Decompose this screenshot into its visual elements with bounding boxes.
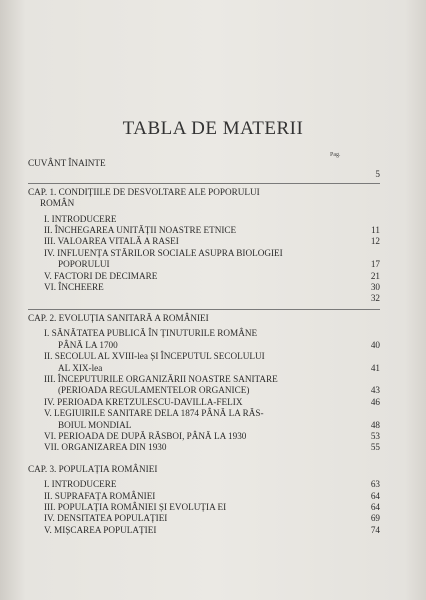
toc-entry-title: II. SUPRAFAȚA ROMÂNIEI — [44, 490, 156, 501]
toc-entry-title: II. SECOLUL AL XVIII-lea ȘI ÎNCEPUTUL SECOLULUI — [44, 351, 265, 362]
toc-entry-title: IV. DENSITATEA POPULAȚIEI — [44, 513, 168, 524]
toc-entry-title: VI. ÎNCHEERE — [44, 282, 104, 293]
toc-entry-page: 21 — [370, 270, 380, 281]
toc-preface-page-line — [28, 169, 380, 180]
toc-entry-title: I. INTRODUCERE — [44, 213, 117, 224]
toc-entry-title: I. SĂNĂTATEA PUBLICĂ ÎN ȚINUTURILE ROMÂNE — [44, 328, 258, 339]
toc-entry — [28, 248, 380, 271]
toc-entry-title: PÂNĂ LA 1700 — [58, 339, 118, 350]
toc-entry-page: 64 — [370, 490, 380, 501]
toc-chapter-heading: CAP. 1. CONDIȚIILE DE DESVOLTARE ALE POPORULUI — [28, 186, 260, 197]
toc-entry-page: 11 — [371, 225, 380, 236]
toc-entry — [28, 225, 380, 236]
toc-chapter — [28, 187, 380, 305]
toc-entry-title: V. FACTORI DE DECIMARE — [44, 270, 158, 281]
toc-entry-page: 64 — [370, 501, 380, 512]
toc-entry — [28, 431, 380, 442]
toc-entry — [28, 502, 380, 513]
toc-entry-page: 55 — [370, 442, 380, 453]
toc-entry-title: IV. INFLUENȚA STĂRILOR SOCIALE ASUPRA BIOLOGIEI — [44, 247, 283, 258]
toc-chapter-heading: ROMÂN — [40, 198, 75, 209]
toc-entry-title: AL XIX-lea — [58, 362, 103, 373]
toc-entry-page: 40 — [370, 339, 380, 350]
toc-entry-page: 41 — [370, 362, 380, 373]
toc-preface — [28, 158, 380, 169]
toc-entry-title: BOIUL MONDIAL — [58, 419, 132, 430]
toc-entry — [28, 442, 380, 453]
toc-preface-page: 5 — [375, 169, 380, 180]
toc-entry-title: (PERIOADA REGULAMENTELOR ORGANICE) — [58, 385, 250, 396]
toc-entry-page: 46 — [370, 396, 380, 407]
toc-entry-page: 17 — [370, 259, 380, 270]
page-column-label: Pag. — [330, 152, 341, 158]
toc-entry — [28, 328, 380, 351]
toc-entry-page: 48 — [370, 419, 380, 430]
toc-entry-title: III. POPULAȚIA ROMÂNIEI ȘI EVOLUȚIA EI — [44, 501, 227, 512]
toc-entry — [28, 351, 380, 374]
toc-entry — [28, 282, 380, 293]
toc-entry — [28, 374, 380, 397]
toc-entry — [28, 214, 380, 225]
toc-entry — [28, 525, 380, 536]
toc-chapter-heading: CAP. 2. EVOLUȚIA SANITARĂ A ROMÂNIEI — [28, 312, 209, 323]
toc-entry-page: 63 — [370, 479, 380, 490]
toc-entry — [28, 479, 380, 490]
toc-preface-label: CUVÂNT ÎNAINTE — [28, 158, 106, 168]
toc-entry-title: VI. PERIOADA DE DUPĂ RĂSBOI, PÂNĂ LA 1930 — [44, 430, 247, 441]
toc-chapter — [28, 313, 380, 454]
toc-entry-page: 30 — [370, 282, 380, 293]
toc-chapter-heading: CAP. 3. POPULAȚIA ROMÂNIEI — [28, 463, 158, 474]
divider — [28, 309, 380, 310]
toc-entry-page: 32 — [370, 293, 380, 304]
toc-entry — [28, 271, 380, 282]
toc-entry-page: 69 — [370, 513, 380, 524]
divider — [28, 183, 380, 184]
toc-entry-title: IV. PERIOADA KRETZULESCU-DAVILLA-FELIX — [44, 396, 243, 407]
toc-entry-title: I. INTRODUCERE — [44, 479, 117, 490]
toc-entry-title: V. LEGIUIRILE SANITARE DELA 1874 PÂNĂ LA RĂS- — [44, 408, 264, 419]
chapter-list — [28, 187, 380, 536]
toc-entry-page: 43 — [370, 385, 380, 396]
toc-chapter — [28, 464, 380, 536]
toc-entry-title: V. MIȘCAREA POPULAȚIEI — [44, 524, 157, 535]
toc-entry — [28, 397, 380, 408]
toc-entry — [28, 491, 380, 502]
toc-entry-page: 74 — [370, 524, 380, 535]
toc-entry-title: VII. ORGANIZAREA DIN 1930 — [44, 442, 167, 453]
toc-entry — [28, 236, 380, 247]
toc-entry-title: III. ÎNCEPUTURILE ORGANIZĂRII NOASTRE SANITARE — [44, 373, 278, 384]
page-title: TABLA DE MATERII — [122, 118, 304, 139]
toc-entry-page: 12 — [370, 236, 380, 247]
toc-entry-title: POPORULUI — [58, 259, 110, 270]
toc-entry-page: 53 — [370, 430, 380, 441]
toc-entry — [28, 513, 380, 524]
toc-entry — [28, 408, 380, 431]
toc-entry-title: III. VALOAREA VITALĂ A RASEI — [44, 236, 179, 247]
toc-entry-title: II. ÎNCHEGAREA UNITĂȚII NOASTRE ETNICE — [44, 225, 237, 236]
table-of-contents — [28, 154, 380, 536]
toc-entry — [28, 293, 380, 304]
